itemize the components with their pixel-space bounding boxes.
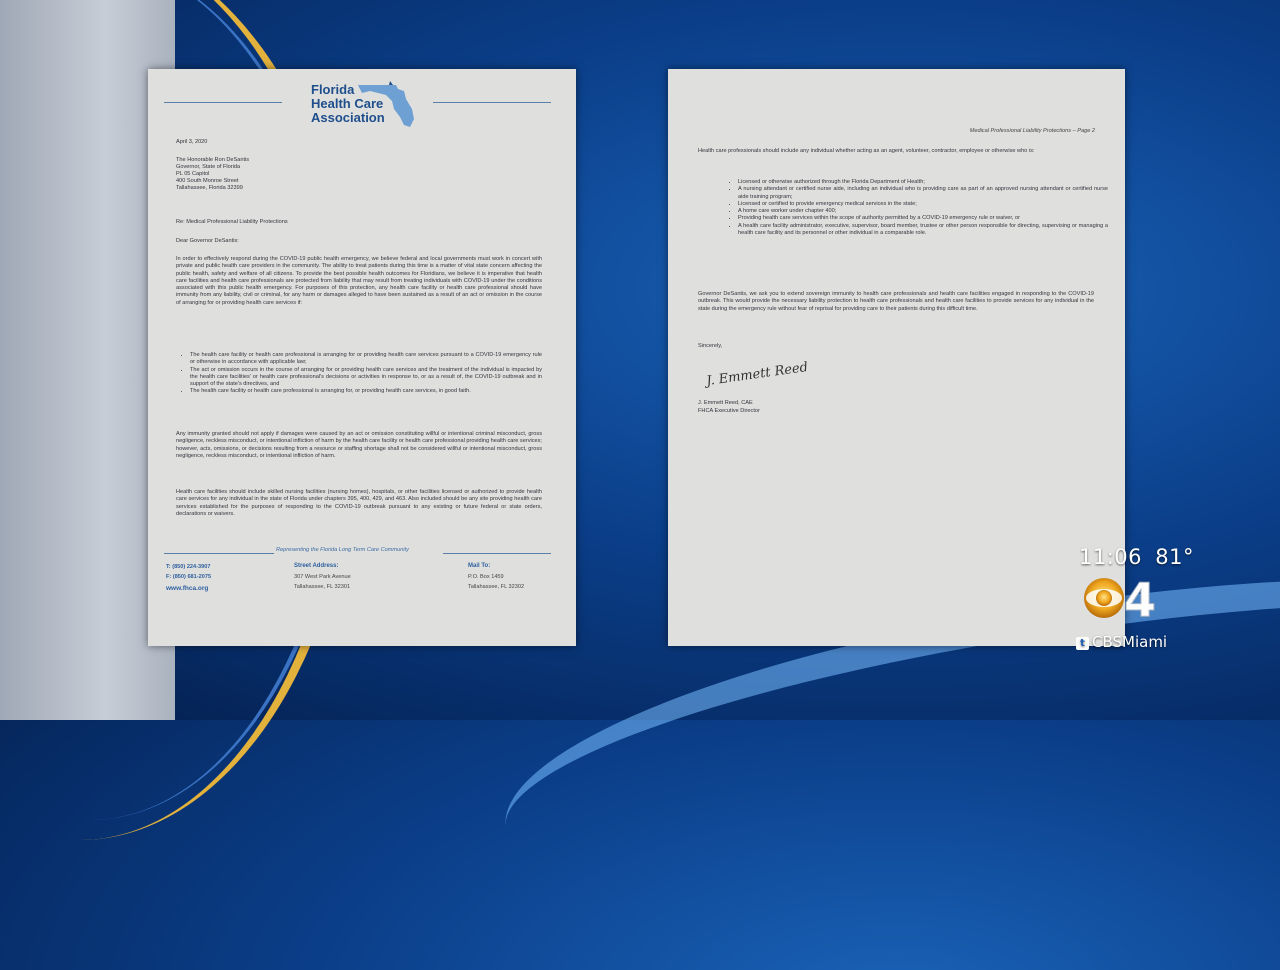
social-handle-text: CBSMiami <box>1092 633 1168 651</box>
temperature-text: 81° <box>1155 545 1194 569</box>
address-line: The Honorable Ron DeSantis <box>176 157 250 163</box>
bullet-item: • Licensed or otherwise authorized through the Florida Department of Health; <box>738 179 1108 186</box>
signer-title: FHCA Executive Director <box>698 408 760 414</box>
time-temperature-readout <box>1079 545 1194 569</box>
page-2-intro: Health care professionals should include any individual whether acting as an agent, volunteer, contractor, employee or otherwise who is: <box>698 148 1035 154</box>
letter-paragraph-1: In order to effectively respond during the COVID-19 public health emergency, we believe federal and local governments must work in concert with private and public health care providers in the community. The ability to treat patients during this time is a matter of vital state concern affecting the public health, safety and welfare of all citizens. To provide the best possible health outcomes for Floridians, we believe it is imperative that health care facilities and health care professionals are protected from liability that may result from treating individuals with COVID-19 under the conditions associated with this public health emergency. For purposes of this protection, any health care facility or health care professional should have immunity from any liability, civil or criminal, for any harm or damages alleged to have been sustained as a result of an act or omission in the course of arranging for or providing health care services if: <box>176 256 542 306</box>
logo-line-3: Association <box>311 110 385 125</box>
logo-line-1: Florida <box>311 82 355 97</box>
address-line: Tallahassee, Florida 32399 <box>176 185 243 191</box>
bullet-item: • A nursing attendant or certified nurse aide, including an individual who is providing care as part of an approved nursing attendant or certified nurse aide training program; <box>738 186 1108 201</box>
bullet-item: • Providing health care services within the scope of authority permitted by a COVID-19 emergency rule or waiver, or <box>738 215 1108 222</box>
letter-paragraph-3: Health care facilities should include skilled nursing facilities (nursing homes), hospitals, or other facilities licensed or authorized to provide health care services for any individual in the state of Florida under chapters 395, 400, 429, and 463. Also included should be any site providing health care services established for the purposes of responding to the COVID-19 outbreak pursuant to any existing or future federal or state orders, declarations or waivers. <box>176 489 542 517</box>
letter-page-1 <box>148 69 576 646</box>
letter-page-2 <box>668 69 1125 646</box>
bullet-item: • A home care worker under chapter 400; <box>738 208 1108 215</box>
letter-subject: Re: Medical Professional Liability Protections <box>176 219 288 225</box>
footer-street-line: 307 West Park Avenue <box>294 574 351 580</box>
florida-map-icon <box>356 79 418 131</box>
header-rule-right <box>433 102 551 103</box>
footer-mail-line: Tallahassee, FL 32302 <box>468 584 525 590</box>
letter-closing: Sincerely, <box>698 343 723 349</box>
logo-line-2: Health Care <box>311 96 384 111</box>
letter-salutation: Dear Governor DeSantis: <box>176 238 239 244</box>
address-line: PL 05 Capitol <box>176 171 210 177</box>
channel-number: 4 <box>1124 573 1157 624</box>
bullet-item: • A health care facility administrator, executive, supervisor, board member, trustee or other person responsible for directing, supervising or managing a health care facility and its personnel or other individual in a comparable role. <box>738 223 1108 238</box>
address-line: Governor, State of Florida <box>176 164 241 170</box>
footer-rule-right <box>443 553 551 554</box>
footer-tagline: Representing the Florida Long Term Care Community <box>276 547 409 553</box>
letter-paragraph-2: Any immunity granted should not apply if damages were caused by an act or omission constituting willful or intentional criminal misconduct, gross negligence, reckless misconduct, or intentional infliction of harm by the health care facility or health care professional providing health care services; however, acts, omissions, or decisions resulting from a resource or staffing shortage shall not be considered willful or intentional misconduct, gross negligence, reckless misconduct, or intentional infliction of harm. <box>176 431 542 459</box>
cbs4-logo <box>1080 572 1170 624</box>
bullet-item: • Licensed or certified to provide emergency medical services in the state; <box>738 201 1108 208</box>
address-line: 400 South Monroe Street <box>176 178 239 184</box>
footer-mail-heading: Mail To: <box>468 563 491 569</box>
footer-street-line: Tallahassee, FL 32301 <box>294 584 351 590</box>
letter-date: April 3, 2020 <box>176 139 208 145</box>
footer-website-link[interactable]: www.fhca.org <box>166 585 209 592</box>
page-2-header: Medical Professional Liability Protections – Page 2 <box>969 128 1095 134</box>
footer-phone-t: T: (850) 224-3907 <box>166 564 211 570</box>
signature-image: J. Emmett Reed <box>705 359 809 390</box>
social-handle-tag <box>1076 633 1167 651</box>
signer-name: J. Emmett Reed, CAE <box>698 400 753 406</box>
letter-bullet-list <box>176 352 542 396</box>
page-2-bullet-list <box>724 179 1108 237</box>
bullet-item: • The health care facility or health care professional is arranging for, or providing health care services, in good faith. <box>190 388 542 395</box>
time-text: 11:06 <box>1079 545 1143 569</box>
page-2-paragraph: Governor DeSantis, we ask you to extend sovereign immunity to health care professionals and health care facilities engaged in responding to the COVID-19 outbreak. This would provide the necessary liability protection to health care professionals and health care facilities to provide services for any individual in the state during the emergency rule without fear of reprisal for providing care to their patients during this difficult time. <box>698 291 1094 312</box>
bullet-item: • The act or omission occurs in the course of arranging for or providing health care services and the treatment of the individual is impacted by the health care facilities' or health care professional's decisions or activities in response to, or as a result of, the COVID-19 outbreak and in support of the state's directives, and <box>190 367 542 389</box>
footer-phone-f: F: (850) 681-2075 <box>166 574 212 580</box>
footer-rule-left <box>164 553 274 554</box>
footer-street-heading: Street Address: <box>294 563 339 569</box>
footer-mail-line: P.O. Box 1459 <box>468 574 504 580</box>
header-rule-left <box>164 102 282 103</box>
bullet-item: • The health care facility or health care professional is arranging for or providing health care services pursuant to a COVID-19 emergency rule or otherwise in accordance with applicable law; <box>190 352 542 367</box>
twitter-icon: t <box>1076 637 1089 650</box>
